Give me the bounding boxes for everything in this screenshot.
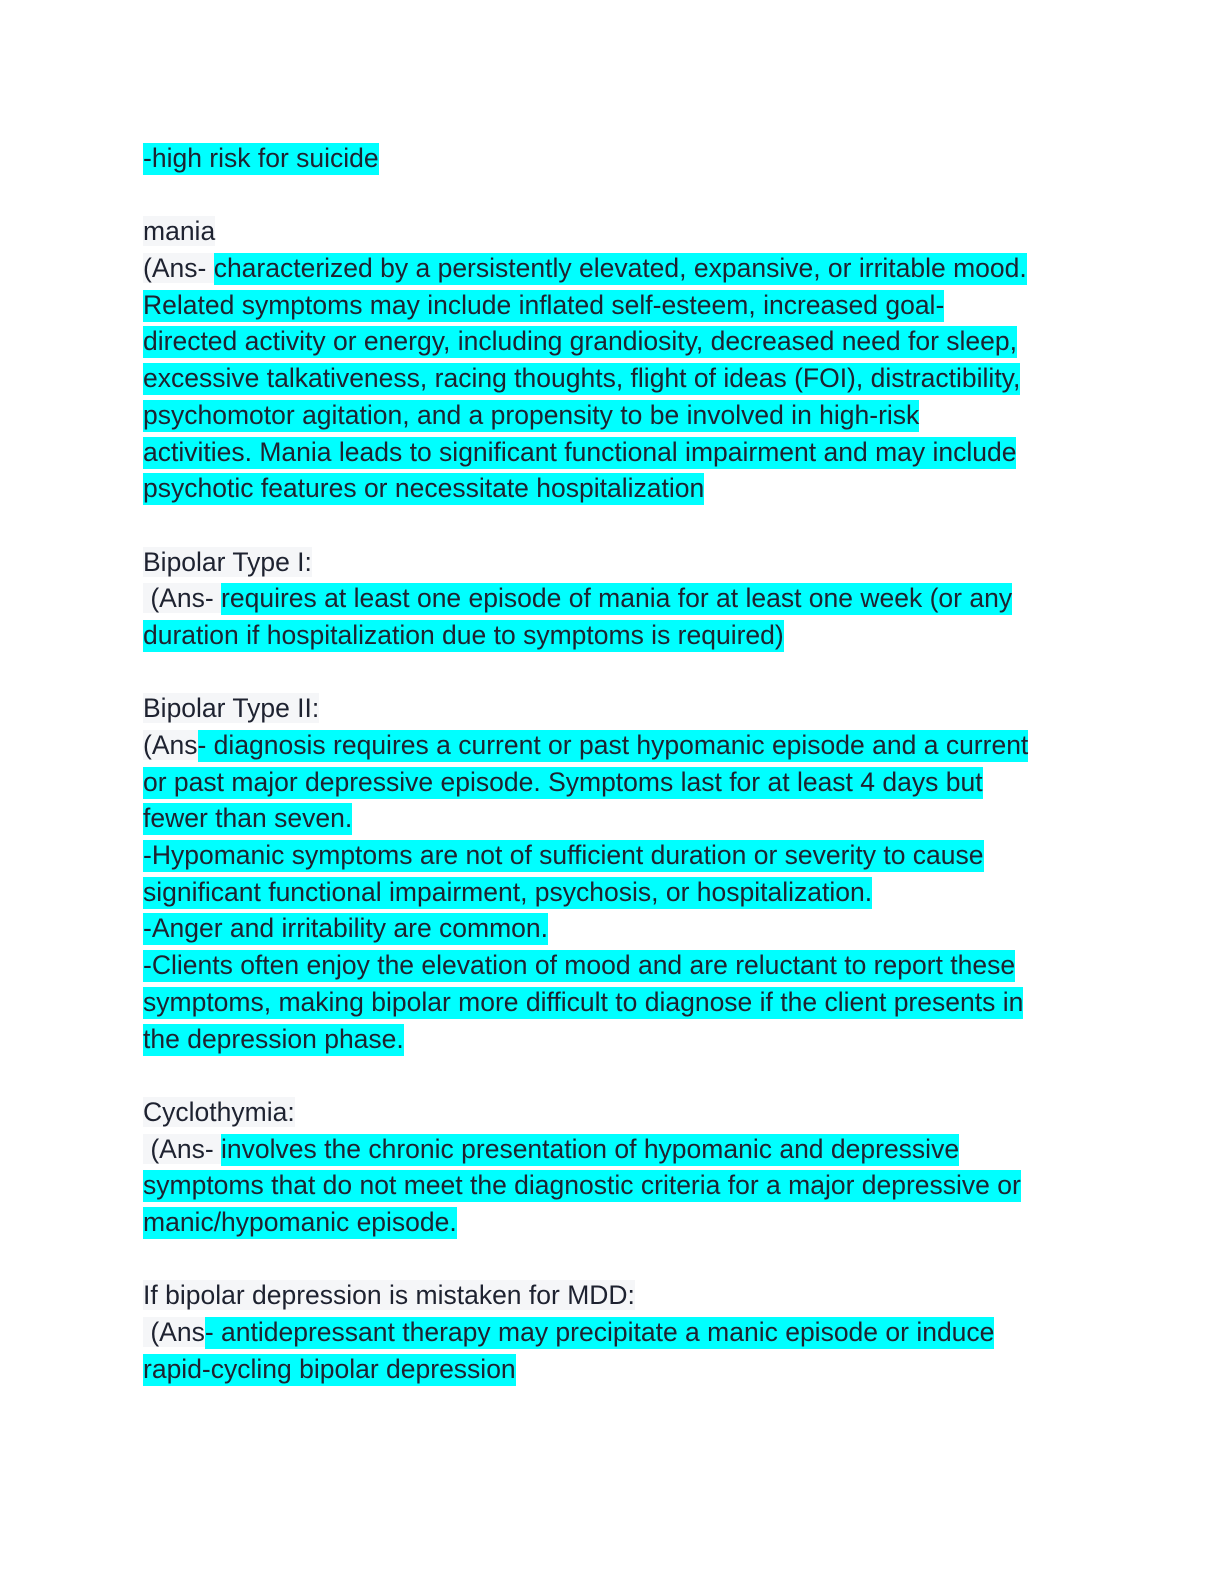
- highlighted-text: characterized by a persistently elevated, expansive, or irritable mood.: [213, 253, 1027, 284]
- section-heading-bipolar-2: [143, 690, 1083, 727]
- highlighted-text: - diagnosis requires a current or past hypomanic episode and a current: [197, 730, 1029, 760]
- answer-line: [143, 397, 1083, 434]
- highlighted-text: manic/hypomanic episode.: [143, 1206, 457, 1237]
- answer-line: [143, 434, 1083, 471]
- answer-prefix: (Ans-: [143, 1133, 222, 1164]
- highlighted-text: symptoms that do not meet the diagnostic criteria for a major depressive or: [143, 1170, 1021, 1201]
- answer-line: [143, 984, 1083, 1021]
- answer-prefix: (Ans: [143, 730, 198, 760]
- answer-prefix: (Ans: [143, 1317, 205, 1347]
- answer-line: [143, 800, 1083, 837]
- highlighted-text: duration if hospitalization due to symptoms is required): [143, 619, 784, 650]
- heading-text: Cyclothymia:: [143, 1096, 295, 1127]
- answer-line: [143, 837, 1083, 874]
- highlighted-text: directed activity or energy, including grandiosity, decreased need for sleep,: [143, 326, 1018, 357]
- answer-line: [143, 580, 1083, 617]
- heading-text: Bipolar Type I:: [143, 546, 312, 577]
- highlighted-text: rapid-cycling bipolar depression: [143, 1353, 516, 1384]
- highlighted-text: -Anger and irritability are common.: [143, 913, 549, 944]
- paragraph-gap: [143, 1057, 1083, 1094]
- answer-line: [143, 287, 1083, 324]
- answer-line: [143, 910, 1083, 947]
- highlighted-text: -high risk for suicide: [143, 143, 379, 173]
- highlighted-text: or past major depressive episode. Symptoms last for at least 4 days but: [143, 766, 983, 797]
- answer-line: [143, 1314, 1083, 1351]
- highlighted-text: psychotic features or necessitate hospitalization: [143, 473, 705, 504]
- highlighted-text: significant functional impairment, psychosis, or hospitalization.: [143, 876, 873, 907]
- answer-line: [143, 1021, 1083, 1058]
- answer-line: [143, 470, 1083, 507]
- answer-line: [143, 617, 1083, 654]
- answer-prefix: (Ans-: [143, 583, 222, 614]
- answer-line: [143, 1351, 1083, 1388]
- highlighted-text: Related symptoms may include inflated self-esteem, increased goal-: [143, 289, 945, 320]
- answer-line: [143, 360, 1083, 397]
- answer-line: [143, 323, 1083, 360]
- highlighted-text: activities. Mania leads to significant functional impairment and may include: [143, 436, 1017, 467]
- section-heading-bipolar-1: [143, 544, 1083, 581]
- answer-prefix: (Ans-: [143, 253, 214, 284]
- highlighted-text: -Hypomanic symptoms are not of sufficient duration or severity to cause: [143, 840, 984, 871]
- answer-line: [143, 250, 1083, 287]
- intro-line: [143, 140, 1083, 177]
- answer-line: [143, 1131, 1083, 1168]
- highlighted-text: symptoms, making bipolar more difficult to diagnose if the client presents in: [143, 986, 1024, 1017]
- highlighted-text: excessive talkativeness, racing thoughts, flight of ideas (FOI), distractibility,: [143, 363, 1021, 394]
- document-page: [143, 140, 1083, 1387]
- highlighted-text: fewer than seven.: [143, 803, 353, 834]
- heading-text: If bipolar depression is mistaken for MDD:: [143, 1280, 635, 1311]
- section-heading-cyclothymia: [143, 1094, 1083, 1131]
- answer-line: [143, 874, 1083, 911]
- section-heading-mania: [143, 213, 1083, 250]
- answer-line: [143, 1167, 1083, 1204]
- paragraph-gap: [143, 1241, 1083, 1278]
- answer-line: [143, 764, 1083, 801]
- answer-line: [143, 947, 1083, 984]
- paragraph-gap: [143, 507, 1083, 544]
- highlighted-text: -Clients often enjoy the elevation of mood and are reluctant to report these: [143, 950, 1016, 981]
- highlighted-text: requires at least one episode of mania for at least one week (or any: [221, 583, 1013, 614]
- heading-text: mania: [143, 216, 216, 247]
- section-heading-mdd: [143, 1277, 1083, 1314]
- paragraph-gap: [143, 654, 1083, 691]
- highlighted-text: the depression phase.: [143, 1023, 404, 1054]
- heading-text: Bipolar Type II:: [143, 693, 320, 724]
- highlighted-text: involves the chronic presentation of hypomanic and depressive: [221, 1133, 960, 1164]
- paragraph-gap: [143, 177, 1083, 214]
- highlighted-text: psychomotor agitation, and a propensity to be involved in high-risk: [143, 399, 920, 430]
- answer-line: [143, 1204, 1083, 1241]
- highlighted-text: - antidepressant therapy may precipitate a manic episode or induce: [204, 1317, 995, 1347]
- answer-line: [143, 727, 1083, 764]
